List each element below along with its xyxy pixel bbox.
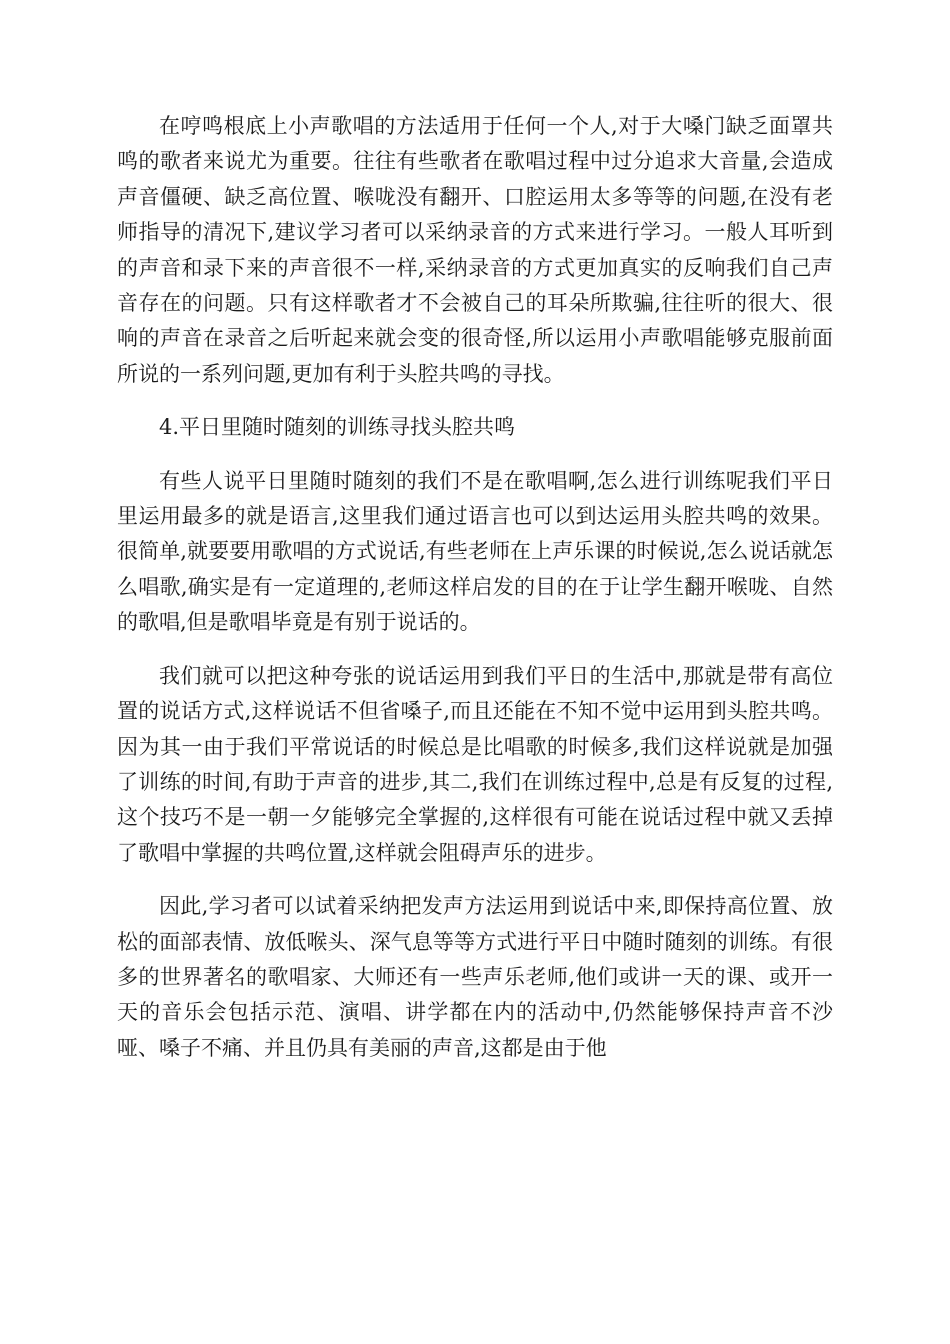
section-heading-daily-training: 4.平日里随时随刻的训练寻找头腔共鸣 (159, 415, 516, 440)
document-body (117, 109, 833, 1084)
paragraph-high-position-speech: 我们就可以把这种夸张的说话运用到我们平日的生活中,那就是带有高位置的说话方式,这样说话不但省嗓子,而且还能在不知不觉中运用到头腔共鸣。因为其一由于我们平常说话的时候总是比唱歌的时候多,我们这样说就是加强了训练的时间,有助于声音的进步,其二,我们在训练过程中,总是有反复的过程,这个技巧不是一朝一夕能够完全掌握的,这样很有可能在说话过程中就又丢掉了歌唱中掌握的共鸣位置,这样就会阻碍声乐的进步。 (117, 663, 833, 865)
paragraph-apply-method: 因此,学习者可以试着采纳把发声方法运用到说话中来,即保持高位置、放松的面部表情、放低喉头、深气息等等方式进行平日中随时随刻的训练。有很多的世界著名的歌唱家、大师还有一些声乐老师,他们或讲一天的课、或开一天的音乐会包括示范、演唱、讲学都在内的活动中,仍然能够保持声音不沙哑、嗓子不痛、并且仍具有美丽的声音,这都是由于他 (117, 894, 833, 1060)
paragraph-humming-small-voice: 在哼鸣根底上小声歌唱的方法适用于任何一个人,对于大嗓门缺乏面罩共鸣的歌者来说尤为重要。往往有些歌者在歌唱过程中过分追求大音量,会造成声音僵硬、缺乏高位置、喉咙没有翻开、口腔运用太多等等的问题,在没有老师指导的清况下,建议学习者可以采纳录音的方式来进行学习。一般人耳听到的声音和录下来的声音很不一样,采纳录音的方式更加真实的反响我们自己声音存在的问题。只有这样歌者才不会被自己的耳朵所欺骗,往往听的很大、很响的声音在录音之后听起来就会变的很奇怪,所以运用小声歌唱能够克服前面所说的一系列问题,更加有利于头腔共鸣的寻找。 (117, 114, 833, 386)
paragraph-speech-training: 有些人说平日里随时随刻的我们不是在歌唱啊,怎么进行训练呢我们平日里运用最多的就是语言,这里我们通过语言也可以到达运用头腔共鸣的效果。很简单,就要要用歌唱的方式说话,有些老师在上声乐课的时候说,怎么说话就怎么唱歌,确实是有一定道理的,老师这样启发的目的在于让学生翻开喉咙、自然的歌唱,但是歌唱毕竟是有别于说话的。 (117, 468, 833, 635)
